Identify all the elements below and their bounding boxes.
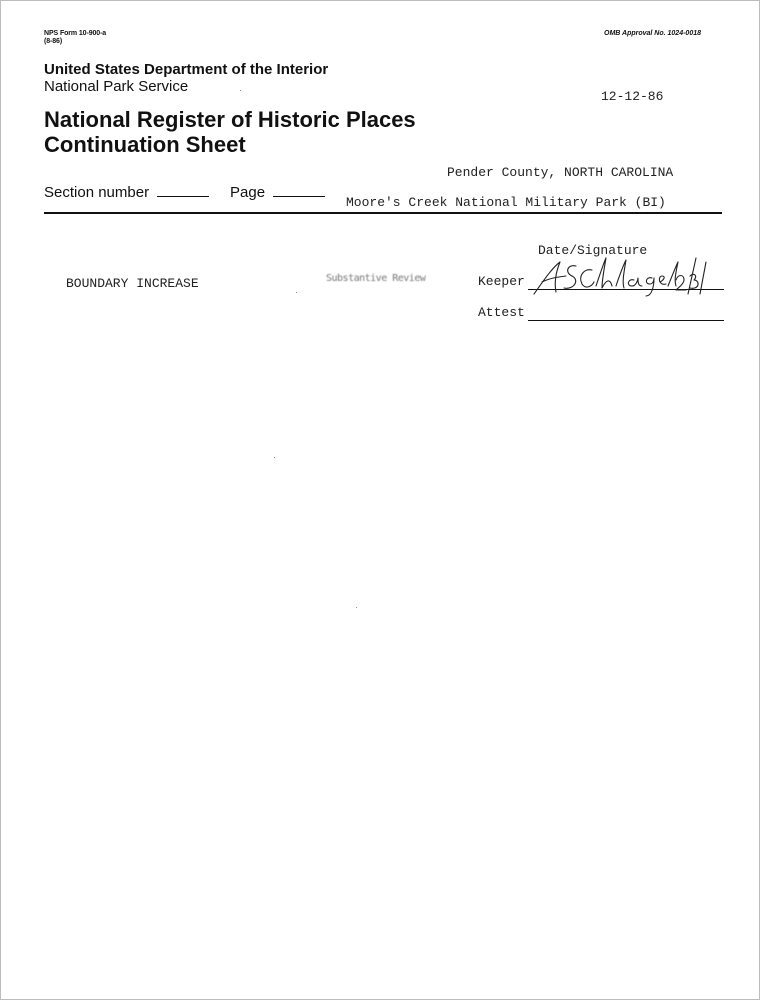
title-line-2: Continuation Sheet <box>44 132 246 157</box>
attest-signature-line <box>528 320 724 321</box>
service-name: National Park Service <box>44 78 189 95</box>
section-number-field <box>44 184 209 201</box>
date-signature-label: Date/Signature <box>538 243 648 258</box>
keeper-signature-graphic <box>530 250 710 300</box>
property-name: Moore's Creek National Military Park (BI) <box>346 195 666 210</box>
county-field: Pender County, NORTH CAROLINA <box>447 165 674 180</box>
title-line-1: National Register of Historic Places <box>44 107 416 132</box>
scan-speck <box>240 90 241 91</box>
department-name: United States Department of the Interior <box>44 61 329 78</box>
attest-label: Attest <box>478 305 525 320</box>
keeper-label: Keeper <box>478 274 525 289</box>
date-stamp: 12-12-86 <box>601 89 664 104</box>
page-label: Page <box>230 184 266 201</box>
faint-stamp: Substantive Review <box>326 273 426 284</box>
form-revision: (8-86) <box>44 38 63 45</box>
omb-approval: OMB Approval No. 1024-0018 <box>604 30 701 37</box>
header-rule <box>44 212 722 214</box>
section-number-blank <box>157 195 209 197</box>
section-number-label: Section number <box>44 184 150 201</box>
boundary-increase-note: BOUNDARY INCREASE <box>66 276 199 291</box>
scan-speck <box>274 457 275 458</box>
page-blank <box>273 195 325 197</box>
page-field <box>230 184 325 201</box>
form-number: NPS Form 10-900-a <box>44 30 107 37</box>
scan-speck <box>296 292 297 293</box>
scan-speck <box>356 607 357 608</box>
